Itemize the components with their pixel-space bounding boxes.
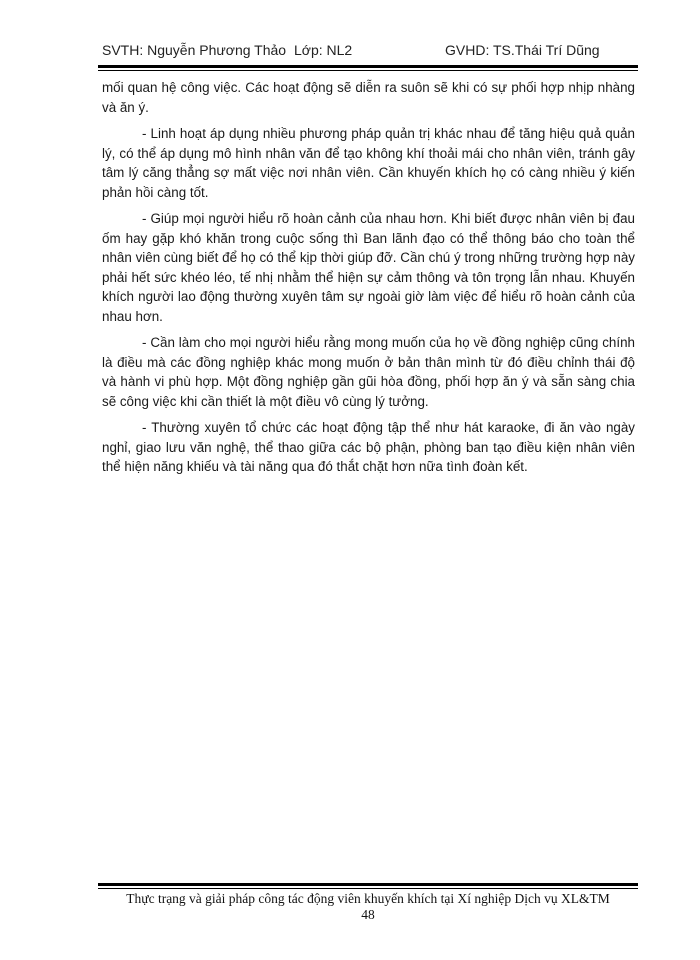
paragraph-colleague-expectations: - Cần làm cho mọi người hiểu rằng mong muốn của họ về đồng nghiệp cũng chính là điều mà các đồng nghiệp khác mong muốn ở bản thân mình từ đó điều chỉnh thái độ và hành vi phù hợp. Một đồng nghiệp gần gũi hòa đồng, phối hợp ăn ý và sẵn sàng chia sẽ công việc khi cần thiết là một điều vô cùng lý tưởng. [102,335,635,409]
page-header [102,40,635,64]
header-advisor: GVHD: TS.Thái Trí Dũng [445,42,600,58]
paragraph-flexible-management: - Linh hoạt áp dụng nhiều phương pháp quản trị khác nhau để tăng hiệu quả quản lý, có thể áp dụng mô hình nhân văn để tạo không khí thoải mái cho nhân viên, tránh gây tâm lý căng thẳng sợ mất việc nơi nhân viên. Cần khuyến khích họ có càng nhiều ý kiến phản hồi càng tốt. [102,126,635,200]
header-divider [98,65,638,68]
page-number: 48 [361,907,375,922]
footer-divider-thin [98,888,638,889]
paragraph-understanding-circumstances: - Giúp mọi người hiểu rõ hoàn cảnh của nhau hơn. Khi biết được nhân viên bị đau ốm hay gặp khó khăn trong cuộc sống thì Ban lãnh đạo có thể thông báo cho toàn thể nhân viên cùng biết để họ có thể kịp thời giúp đỡ. Cần chú ý trong những trường hợp này phải hết sức khéo léo, tế nhị nhằm thể hiện sự cảm thông và tôn trọng lẫn nhau. Khuyến khích người lao động thường xuyên tâm sự ngoài giờ làm việc để hiểu rõ hoàn cảnh của nhau hơn. [102,211,635,324]
footer-thesis-title: Thực trạng và giải pháp công tác động viên khuyến khích tại Xí nghiệp Dịch vụ XL&TM [126,891,610,906]
header-student: SVTH: Nguyễn Phương Thảo [102,42,287,58]
header-class: Lớp: NL2 [294,42,353,58]
document-body [102,78,635,484]
paragraph-continuation: mối quan hệ công việc. Các hoạt động sẽ diễn ra suôn sẽ khi có sự phối hợp nhịp nhàng và ăn ý. [102,80,635,115]
footer-divider [98,883,638,886]
header-divider-thin [98,70,638,71]
paragraph-group-activities: - Thường xuyên tổ chức các hoạt động tập thể như hát karaoke, đi ăn vào ngày nghỉ, giao lưu văn nghệ, thể thao giữa các bộ phận, phòng ban tạo điều kiện nhân viên thể hiện năng khiếu và tài năng qua đó thắt chặt hơn nữa tình đoàn kết. [102,420,635,474]
